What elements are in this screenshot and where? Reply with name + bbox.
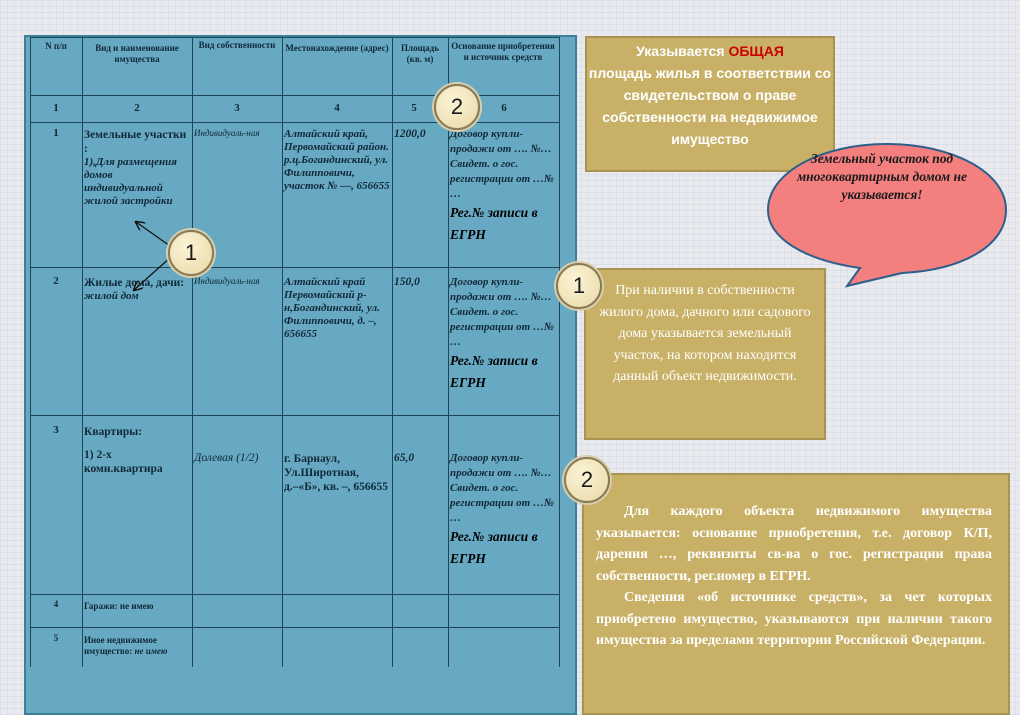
- row-2-number: 2: [53, 275, 59, 287]
- row-3-name: Квартиры: 1) 2-х комн.квартира: [84, 426, 163, 475]
- col-number-1: 1: [53, 102, 59, 114]
- row-1-number: 1: [53, 127, 59, 139]
- row-3-ownership: Долевая (1/2): [194, 452, 259, 464]
- row-2-area: 150,0: [394, 276, 420, 288]
- total-area-callout: Указывается ОБЩАЯ площадь жилья в соответствии со свидетельством о праве собственности на недвижимое имущество: [585, 36, 835, 172]
- row-1-area: 1200,0: [394, 128, 426, 140]
- row-3-number: 3: [53, 424, 59, 436]
- row-2-basis: Договор купли-продажи от …. №… Свидет. о гос. регистрации от …№ … Рег.№ записи в ЕГРН: [450, 276, 554, 390]
- marker-2-table: 2: [434, 84, 480, 130]
- marker-1-callout: 1: [556, 263, 602, 309]
- row-2-address: Алтайский край Первомайский р-н,Богандинский, ул. Филипповичи, д. –, 656655: [284, 276, 380, 340]
- col-number-2: 2: [134, 102, 140, 114]
- row-4-name: Гаражи: не имею: [84, 601, 154, 611]
- col-number-3: 3: [234, 102, 240, 114]
- row-3-area: 65,0: [394, 452, 415, 464]
- row-3-basis: Договор купли-продажи от …. №… Свидет. о гос. регистрации от …№ … Рег.№ записи в ЕГРН: [450, 452, 554, 566]
- row-5-number: 5: [53, 633, 59, 643]
- row-1-basis: Договор купли-продажи от …. №… Свидет. о гос. регистрации от …№ … Рег.№ записи в ЕГРН: [450, 128, 554, 242]
- marker-2-callout: 2: [564, 457, 610, 503]
- header-number: N п/п: [45, 41, 67, 51]
- row-3-address: г. Барнаул, Ул.Широтная, д.–«Б», кв. –, 656655: [284, 453, 388, 493]
- row-4-number: 4: [53, 599, 59, 609]
- header-name: Вид и наименование имущества: [95, 43, 179, 64]
- header-area: Площадь (кв. м): [401, 43, 439, 64]
- land-plot-callout: При наличии в собственности жилого дома, дачного или садового дома указывается земельный участок, на котором находится данный объект недвижимости.: [584, 268, 826, 440]
- row-2-name: Жилые дома, дачи: жилой дом: [84, 277, 185, 302]
- header-ownership: Вид собственности: [198, 40, 276, 50]
- header-basis: Основание приобретения и источник средств: [451, 41, 555, 62]
- marker-1-table: 1: [168, 230, 214, 276]
- acquisition-basis-callout: Для каждого объекта недвижимого имущества указывается: основание приобретения, т.е. договор К/П, дарения …, реквизиты св-ва о гос. регистрации права собственности, рег.номер в ЕГРН. Сведения «об источнике средств», за чет которых приобретено имущество, указываются при наличии такого имущества за пределами территории Российской Федерации.: [582, 473, 1010, 715]
- row-2-ownership: Индивидуаль-ная: [194, 276, 260, 286]
- col-number-6: 6: [501, 102, 507, 114]
- col-number-4: 4: [334, 102, 340, 114]
- row-1-ownership: Индивидуаль-ная: [194, 128, 260, 138]
- header-address: Местонахождение (адрес): [285, 43, 389, 53]
- row-5-name: Иное недвижимое имущество: не имею: [84, 635, 168, 656]
- col-number-5: 5: [411, 102, 417, 114]
- row-1-name: Земельные участки : 1),Для размещения домов индивидуальной жилой застройки: [84, 129, 187, 207]
- row-1-address: Алтайский край, Первомайский район. р.ц.Богандинский, ул. Филипповичи, участок № —, 656655: [284, 128, 390, 192]
- bubble-text: Земельный участок под многоквартирным домом не указывается!: [796, 151, 968, 202]
